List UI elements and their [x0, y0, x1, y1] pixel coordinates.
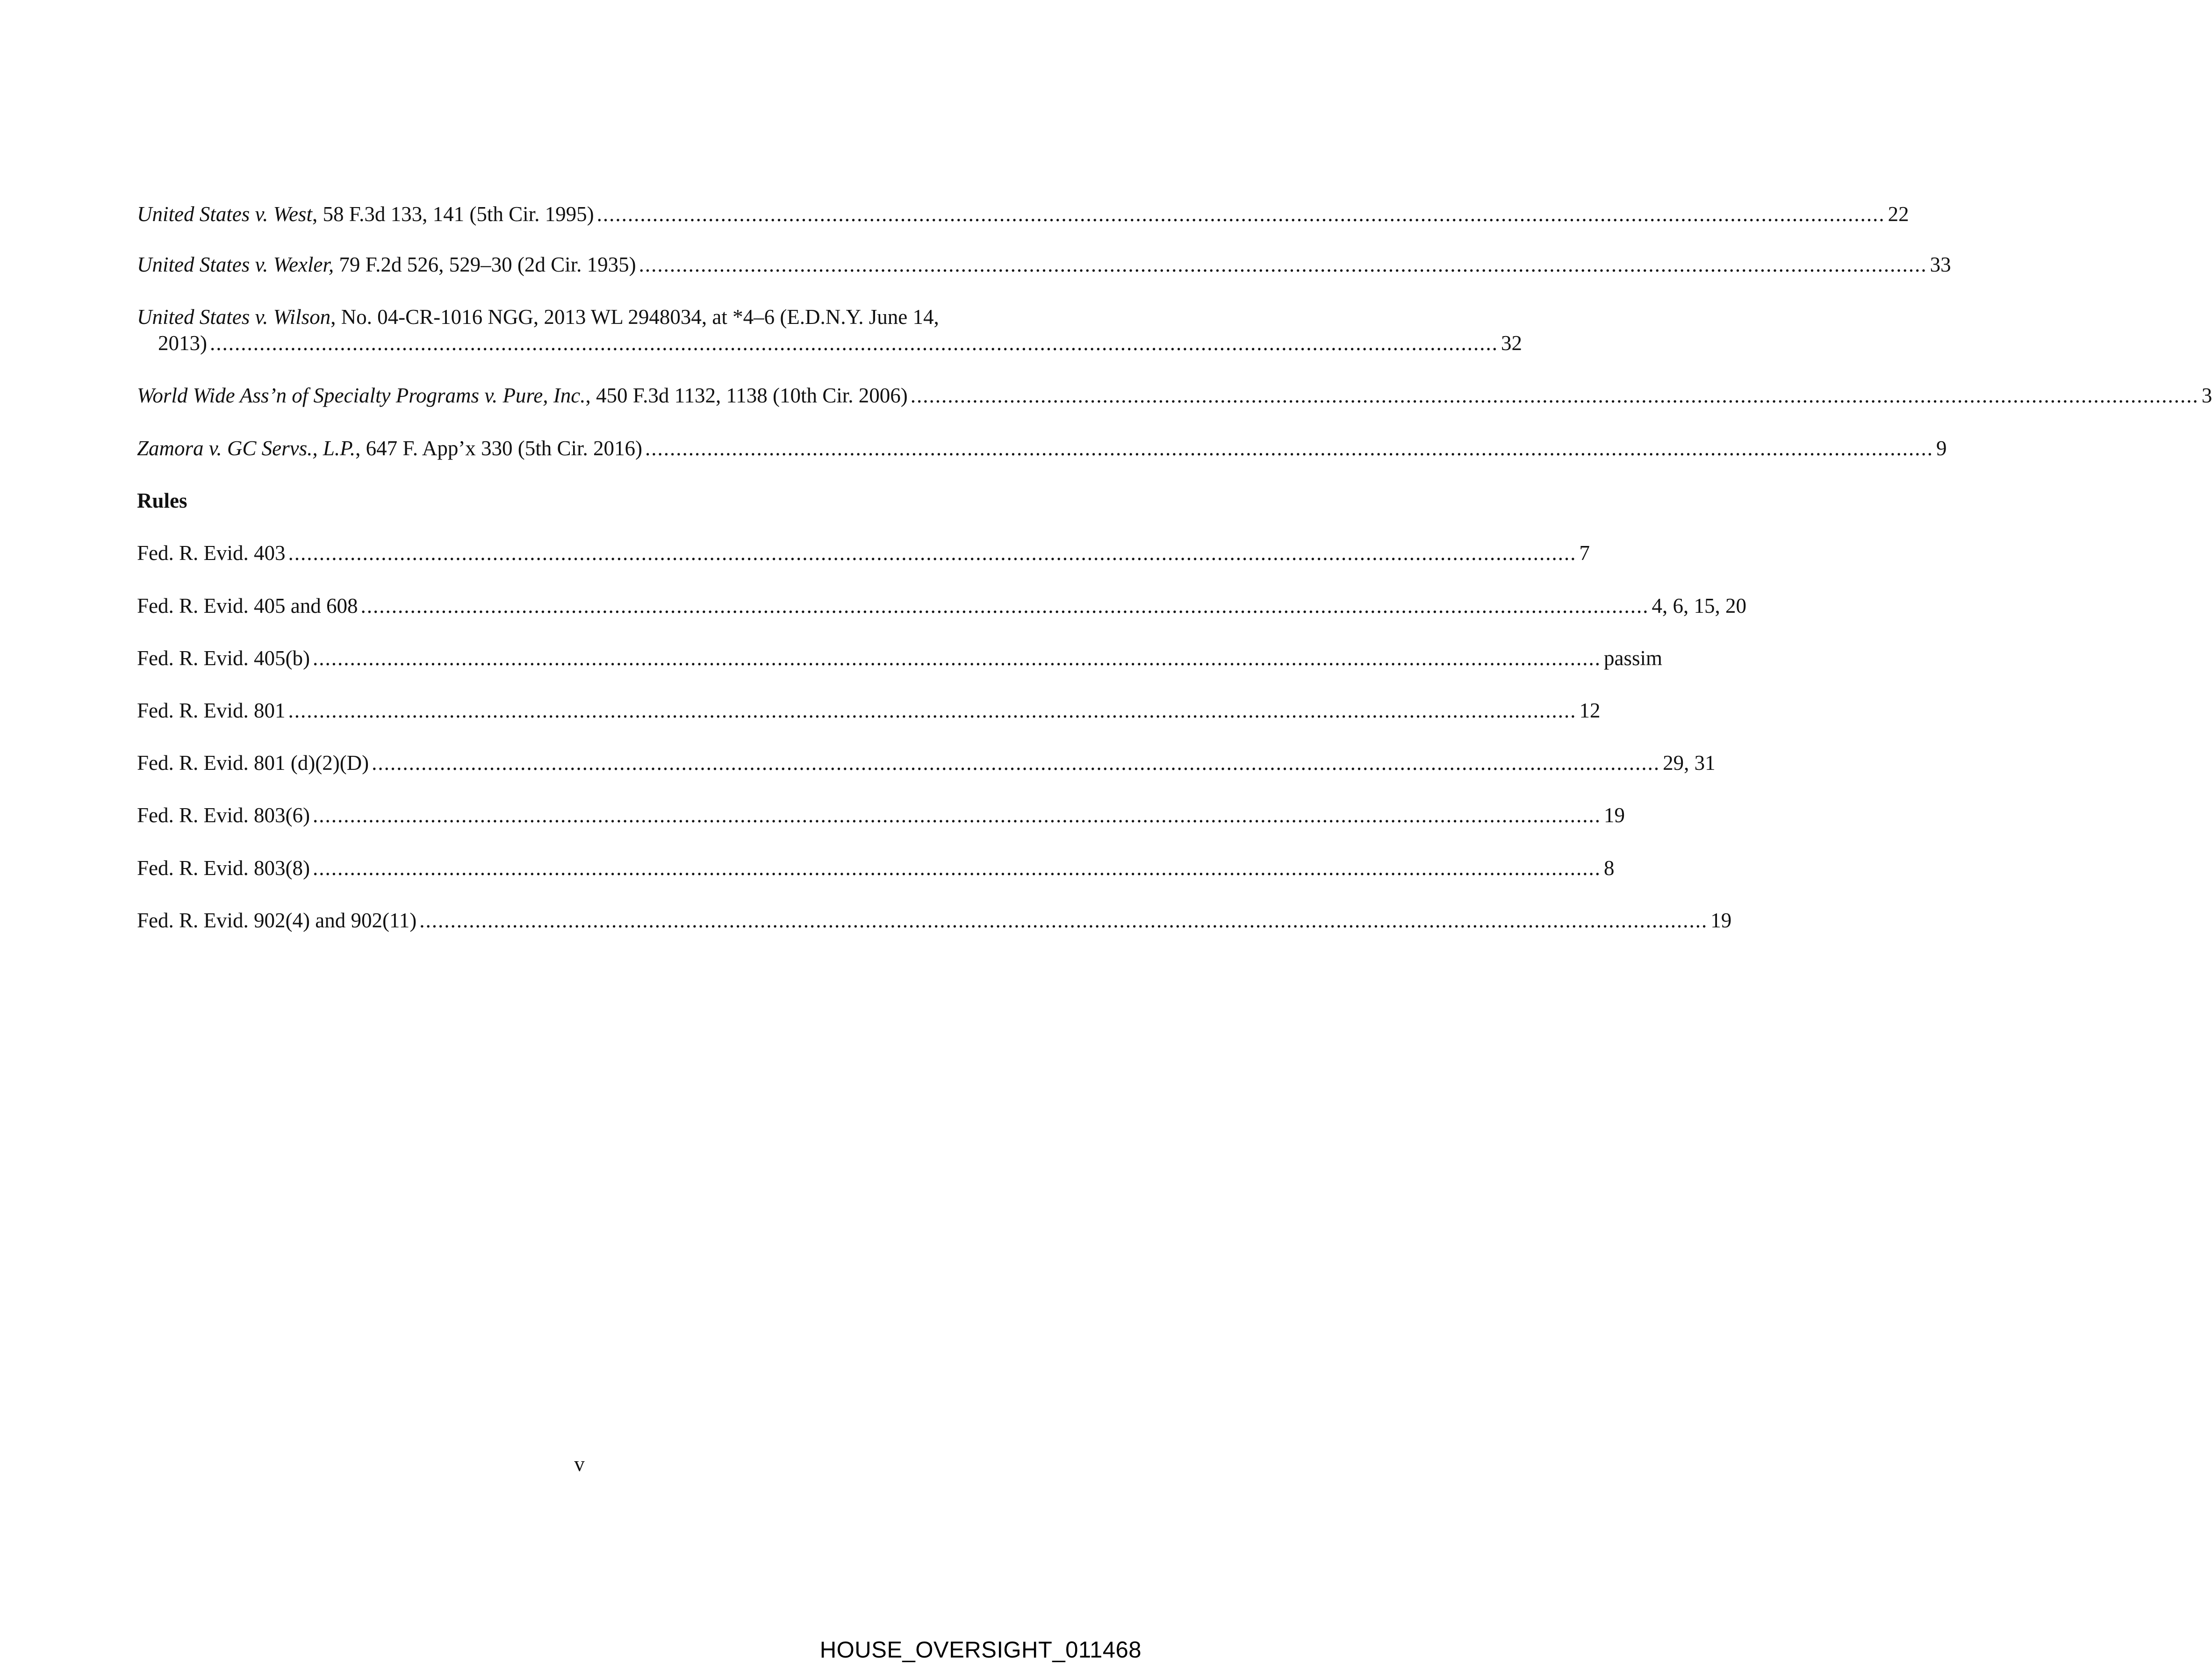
dot-leader: ................................................................................................................................................................................................................	[288, 541, 1577, 565]
page-reference: 7	[1579, 541, 1590, 565]
case-name: World Wide Ass’n of Specialty Programs v. Pure, Inc.	[137, 384, 586, 407]
dot-leader: ................................................................................................................................................................................................................	[372, 751, 1660, 775]
case-citation: , 647 F. App’x 330 (5th Cir. 2016)	[355, 437, 643, 460]
section-heading-rules: Rules	[137, 489, 187, 512]
dot-leader: ................................................................................................................................................................................................................	[910, 384, 2199, 407]
page-reference: 4, 6, 15, 20	[1652, 594, 1746, 617]
rule-entry	[137, 540, 1590, 566]
bates-number: HOUSE_OVERSIGHT_011468	[819, 1637, 1142, 1663]
page-reference: 3	[2201, 384, 2212, 407]
rule-entry	[137, 697, 1601, 724]
case-entry	[137, 435, 1947, 461]
page-reference: 12	[1579, 699, 1601, 722]
rule-title: Fed. R. Evid. 405 and 608	[137, 594, 358, 617]
rule-entry	[137, 645, 1662, 671]
page-reference: 32	[1501, 331, 1522, 355]
case-citation: , 58 F.3d 133, 141 (5th Cir. 1995)	[312, 202, 594, 226]
case-entry	[137, 251, 1951, 278]
rule-title: Fed. R. Evid. 801 (d)(2)(D)	[137, 751, 369, 775]
rule-title: Fed. R. Evid. 803(6)	[137, 804, 310, 827]
dot-leader: ................................................................................................................................................................................................................	[312, 646, 1601, 670]
dot-leader: ................................................................................................................................................................................................................	[210, 331, 1498, 355]
case-citation: , No. 04-CR-1016 NGG, 2013 WL 2948034, at *4–6 (E.D.N.Y. June 14,	[330, 305, 939, 329]
rule-title: Fed. R. Evid. 801	[137, 699, 286, 722]
page-reference: 29, 31	[1663, 751, 1716, 775]
dot-leader: ................................................................................................................................................................................................................	[312, 804, 1601, 827]
page-reference: 19	[1603, 804, 1625, 827]
page-number: v	[574, 1452, 585, 1476]
page-reference: 9	[1936, 437, 1947, 460]
rule-entry	[137, 802, 1625, 828]
dot-leader: ................................................................................................................................................................................................................	[288, 699, 1577, 722]
rule-title: Fed. R. Evid. 405(b)	[137, 646, 310, 670]
rule-title: Fed. R. Evid. 803(8)	[137, 856, 310, 880]
case-citation-continued: 2013)	[158, 331, 207, 355]
case-name: United States v. West	[137, 202, 312, 226]
case-name: United States v. Wexler,	[137, 253, 334, 276]
rule-title: Fed. R. Evid. 902(4) and 902(11)	[137, 909, 417, 932]
dot-leader: ................................................................................................................................................................................................................	[645, 437, 1934, 460]
case-citation: 79 F.2d 526, 529–30 (2d Cir. 1935)	[334, 253, 636, 276]
case-entry	[137, 304, 1522, 356]
page-reference: 33	[1930, 253, 1951, 276]
page-reference: 19	[1710, 909, 1732, 932]
rule-entry	[137, 750, 1716, 776]
dot-leader: ................................................................................................................................................................................................................	[639, 253, 1927, 276]
case-name: Zamora v. GC Servs., L.P.	[137, 437, 356, 460]
table-of-authorities	[137, 201, 2212, 933]
rule-title: Fed. R. Evid. 403	[137, 541, 286, 565]
rule-entry	[137, 593, 1746, 619]
dot-leader: ................................................................................................................................................................................................................	[419, 909, 1708, 932]
rule-entry	[137, 855, 1615, 881]
dot-leader: ................................................................................................................................................................................................................	[596, 202, 1885, 226]
page-reference: 8	[1603, 856, 1615, 880]
dot-leader: ................................................................................................................................................................................................................	[360, 594, 1649, 617]
dot-leader: ................................................................................................................................................................................................................	[312, 856, 1601, 880]
case-entry	[137, 382, 2212, 409]
case-citation: , 450 F.3d 1132, 1138 (10th Cir. 2006)	[585, 384, 908, 407]
rule-entry	[137, 907, 1732, 933]
page-reference: passim	[1603, 646, 1662, 670]
case-entry	[137, 201, 1909, 227]
page-reference: 22	[1888, 202, 1909, 226]
case-name: United States v. Wilson	[137, 305, 331, 329]
